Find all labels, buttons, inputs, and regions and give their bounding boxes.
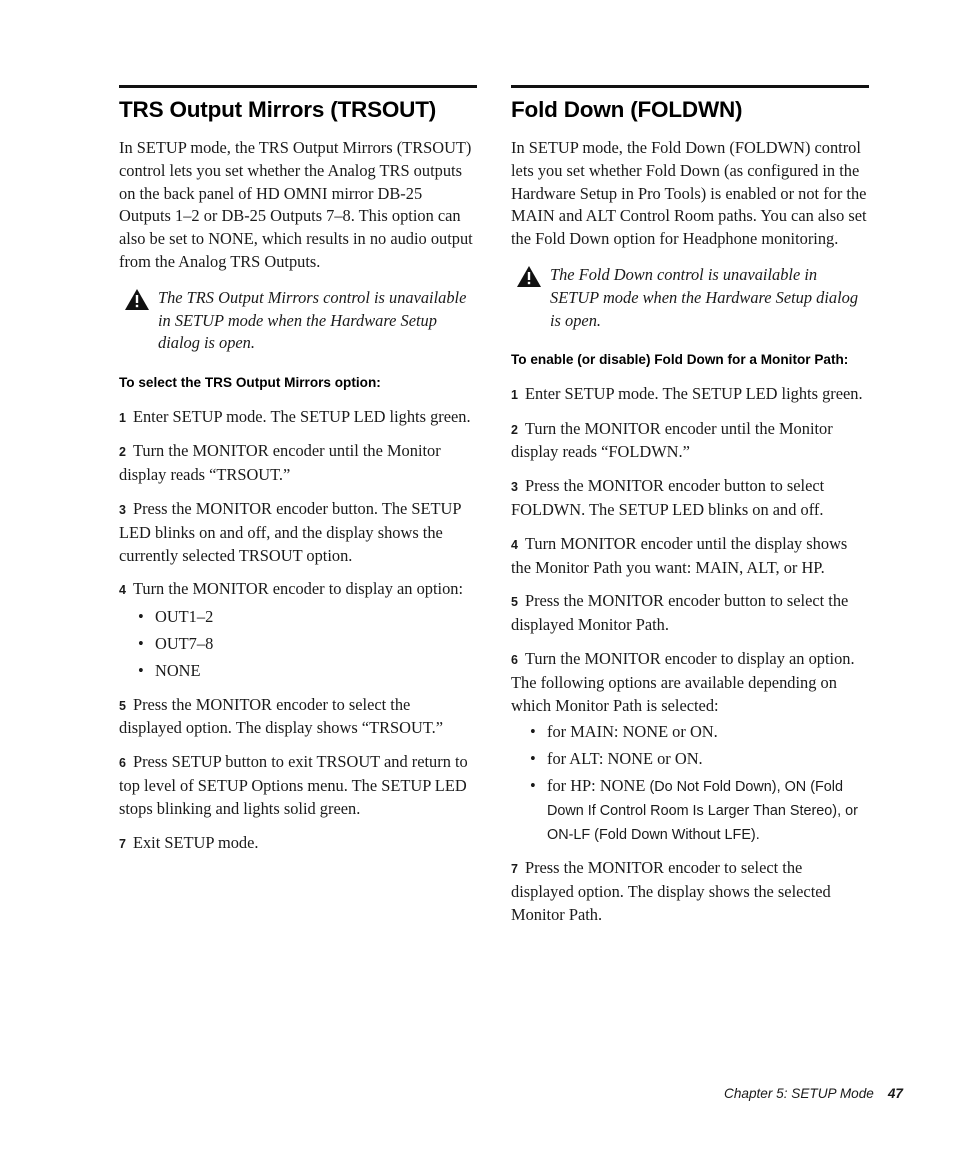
step-number: 6 [119, 756, 126, 771]
step-item [119, 498, 477, 567]
list-item: • OUT7–8 [138, 633, 477, 656]
note-text: The Fold Down control is unavailable in SETUP mode when the Hardware Setup dialog is open. [550, 264, 859, 330]
step-text: Press the MONITOR encoder to select the displayed option. The display shows “TRSOUT.” [119, 694, 443, 738]
step-number: 1 [511, 387, 518, 402]
step-item [511, 418, 869, 465]
list-item: • for ALT: NONE or ON. [530, 748, 869, 771]
warning-icon [517, 266, 541, 292]
intro-paragraph: In SETUP mode, the Fold Down (FOLDWN) control lets you set whether Fold Down (as configured in the Hardware Setup in Pro Tools) is enabled or not for the MAIN and ALT Control Room paths. You can also set the Fold Down option for Headphone monitoring. [511, 138, 867, 249]
step-text: Turn the MONITOR encoder to display an option: [132, 579, 464, 599]
section-heading: Fold Down (FOLDWN) [511, 97, 743, 122]
list-item: • NONE [138, 660, 477, 683]
step-text: Press the MONITOR encoder button to select the displayed Monitor Path. [511, 591, 849, 635]
step-text: Press the MONITOR encoder to select the displayed option. The display shows the selected Monitor Path. [511, 858, 831, 925]
bullet: • [138, 634, 144, 654]
page-number: 47 [887, 1086, 903, 1101]
page-footer [724, 1086, 903, 1101]
step-text: Turn the MONITOR encoder until the Monitor display reads “FOLDWN.” [511, 418, 833, 462]
step-item [119, 832, 477, 856]
step-item [511, 383, 869, 407]
bullet: • [530, 776, 536, 796]
step-number: 1 [119, 410, 126, 425]
section-heading: TRS Output Mirrors (TRSOUT) [119, 97, 437, 122]
step-number: 5 [511, 595, 518, 610]
caution-note [119, 287, 477, 355]
section-rule [511, 85, 869, 88]
step-item [119, 406, 477, 430]
option-list [511, 721, 869, 846]
left-column [119, 85, 477, 866]
right-column [511, 85, 869, 938]
step-item [511, 475, 869, 522]
step-item [511, 648, 869, 717]
step-item [119, 751, 477, 820]
step-number: 2 [119, 445, 126, 460]
step-number: 4 [511, 537, 518, 552]
note-text: The TRS Output Mirrors control is unavailable in SETUP mode when the Hardware Setup dialog is open. [158, 287, 467, 353]
step-number: 5 [119, 698, 126, 713]
step-number: 6 [511, 653, 518, 668]
step-item [511, 533, 869, 580]
step-item [511, 590, 869, 637]
step-number: 7 [119, 836, 126, 851]
list-item: • for HP: NONE (Do Not Fold Down), ON (Fold Down If Control Room Is Larger Than Stereo), or ON-LF (Fold Down Without LFE). [530, 776, 858, 843]
section-rule [119, 85, 477, 88]
step-number: 4 [119, 583, 126, 598]
step-number: 3 [511, 480, 518, 495]
step-item [119, 440, 477, 487]
procedure-title: To select the TRS Output Mirrors option: [119, 375, 381, 391]
step-number: 2 [511, 422, 518, 437]
step-text: Turn the MONITOR encoder until the Monitor display reads “TRSOUT.” [119, 441, 441, 485]
bullet: • [530, 749, 536, 769]
bullet: • [138, 660, 144, 680]
option-list [119, 606, 477, 682]
bullet: • [138, 607, 144, 627]
step-number: 7 [511, 862, 518, 877]
step-text: Press SETUP button to exit TRSOUT and return to top level of SETUP Options menu. The SETUP LED stops blinking and lights solid green. [119, 752, 468, 818]
caution-note [511, 264, 869, 332]
step-item [119, 694, 477, 741]
step-text: Press the MONITOR encoder button. The SETUP LED blinks on and off, and the display shows the currently selected TRSOUT option. [119, 499, 461, 565]
step-item [119, 578, 477, 602]
step-text: Turn the MONITOR encoder to display an option. The following options are available depending on which Monitor Path is selected: [511, 649, 855, 715]
step-text: Enter SETUP mode. The SETUP LED lights green. [132, 406, 471, 426]
chapter-label: Chapter 5: SETUP Mode [724, 1086, 874, 1101]
list-item: • OUT1–2 [138, 606, 477, 629]
list-item: • for MAIN: NONE or ON. [530, 721, 869, 744]
step-item [511, 857, 869, 926]
bullet: • [530, 722, 536, 742]
intro-paragraph: In SETUP mode, the TRS Output Mirrors (TRSOUT) control lets you set whether the Analog TRS outputs on the back panel of HD OMNI mirror DB-25 Outputs 1–2 or DB-25 Outputs 7–8. This option can also be set to NONE, which results in no audio output from the Analog TRS Outputs. [119, 138, 473, 271]
step-text: Press the MONITOR encoder button to select FOLDWN. The SETUP LED blinks on and off. [511, 476, 825, 520]
step-text: Turn MONITOR encoder until the display shows the Monitor Path you want: MAIN, ALT, or HP. [511, 533, 848, 577]
step-text: Exit SETUP mode. [132, 832, 259, 852]
step-number: 3 [119, 503, 126, 518]
step-text: Enter SETUP mode. The SETUP LED lights green. [524, 383, 863, 403]
warning-icon [125, 289, 149, 315]
procedure-title: To enable (or disable) Fold Down for a Monitor Path: [511, 352, 849, 368]
